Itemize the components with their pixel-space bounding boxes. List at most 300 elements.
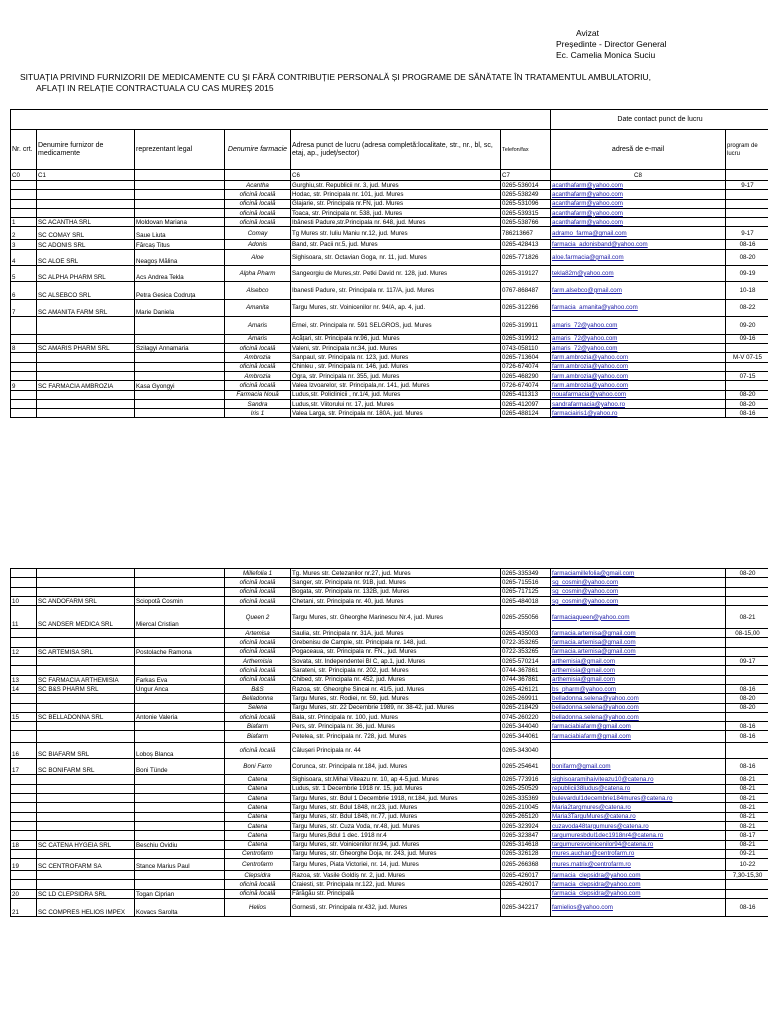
header-code-c7: C7 — [501, 170, 551, 181]
legal-representative: Loboș Blanca — [135, 743, 225, 759]
legal-representative — [135, 587, 225, 596]
provider-name — [37, 731, 135, 743]
provider-name — [37, 812, 135, 821]
pharmacy-name: Selena — [225, 703, 291, 712]
work-address: Corunca, str. Principala nr.184, jud. Mures — [291, 759, 501, 775]
phone-fax: 0265-344040 — [501, 722, 551, 731]
work-schedule — [726, 712, 768, 721]
pharmacy-name: oficină locală — [225, 218, 291, 227]
provider-name — [37, 181, 135, 190]
email-address[interactable]: arthemisia@gmail.com — [551, 675, 726, 684]
work-schedule: M-V 07-15 — [726, 353, 768, 362]
work-schedule: 08-21 — [726, 775, 768, 784]
email-address[interactable]: farm.alsebco@gmail.com — [551, 281, 726, 299]
document-title — [20, 72, 760, 94]
provider-name: SC COMAY SRL — [37, 227, 135, 240]
work-address: Ibanesti Padure, str. Principala nr. 117/A, jud. Mures — [291, 281, 501, 299]
header-code-c0: C0 — [11, 170, 37, 181]
legal-representative — [135, 784, 225, 793]
legal-representative: Farkas Eva — [135, 675, 225, 684]
pharmacy-name: oficină locală — [225, 712, 291, 721]
pharmacy-name: Boni Farm — [225, 759, 291, 775]
work-schedule: 09-17 — [726, 657, 768, 666]
provider-name — [37, 578, 135, 587]
email-address[interactable]: cuzavoda48targumures@catena.ro — [551, 821, 726, 830]
work-schedule: 08-22 — [726, 299, 768, 316]
email-address[interactable]: mures.auchan@centrofarm.ro — [551, 849, 726, 858]
legal-representative: Ungur Anca — [135, 684, 225, 693]
work-schedule: 9-17 — [726, 227, 768, 240]
email-address[interactable]: farm.ambrozia@yahoo.com — [551, 381, 726, 390]
work-schedule: 08-21 — [726, 606, 768, 629]
row-number: 3 — [11, 240, 37, 249]
legal-representative: Petra Gesica Codruța — [135, 281, 225, 299]
work-address: Petelea, str. Principala nr. 728, jud. Mures — [291, 731, 501, 743]
email-address[interactable]: bs_pharm@yahoo.com — [551, 684, 726, 693]
row-number — [11, 353, 37, 362]
phone-fax: 0265-326128 — [501, 849, 551, 858]
email-address[interactable]: amaris_72@yahoo.com — [551, 316, 726, 334]
work-address: Tg. Mures str. Cetezanilor nr.27, jud. Mures — [291, 569, 501, 578]
phone-fax: 0265-717125 — [501, 587, 551, 596]
pharmacy-name: Catena — [225, 831, 291, 840]
work-address: Glajarie, str. Principala nr.FN, jud. Mures — [291, 199, 501, 208]
provider-name: SC CENTROFARM SA — [37, 859, 135, 871]
provider-name: SC ANDSER MEDICA SRL — [37, 606, 135, 629]
table-row — [11, 371, 768, 380]
provider-name — [37, 775, 135, 784]
row-number — [11, 208, 37, 217]
provider-name: SC BIAFARM SRL — [37, 743, 135, 759]
phone-fax: 0744-367861 — [501, 675, 551, 684]
table-row — [11, 871, 768, 880]
work-schedule — [726, 666, 768, 675]
row-number — [11, 399, 37, 408]
provider-name — [37, 657, 135, 666]
work-schedule: 7,30-15,30 — [726, 871, 768, 880]
phone-fax: 0265-426121 — [501, 684, 551, 693]
work-address: Călușeri Principala nr. 44 — [291, 743, 501, 759]
email-address[interactable]: farmaciairis1@yahoo.ro — [551, 409, 726, 418]
work-address: Hodac, str. Principala nr. 101, jud. Mures — [291, 190, 501, 199]
email-address[interactable]: amaris_72@yahoo.com — [551, 344, 726, 353]
legal-representative: Fărcaș Titus — [135, 240, 225, 249]
table-row — [11, 647, 768, 656]
pharmacy-name: Amaris — [225, 334, 291, 343]
row-number — [11, 629, 37, 638]
table-row — [11, 775, 768, 784]
work-schedule: 08-17 — [726, 831, 768, 840]
row-number: 10 — [11, 596, 37, 605]
work-address: Sanpaul, str. Principala nr. 123, jud. Mures — [291, 353, 501, 362]
work-schedule: 08-16 — [726, 731, 768, 743]
row-number — [11, 190, 37, 199]
email-address[interactable]: aloe.farmacia@gmail.com — [551, 249, 726, 265]
pharmacy-name: Alpha Pharm — [225, 265, 291, 281]
provider-name — [37, 371, 135, 380]
provider-name — [37, 399, 135, 408]
pharmacy-name: Centrofarm — [225, 859, 291, 871]
legal-representative — [135, 190, 225, 199]
header-code-c6: C6 — [291, 170, 501, 181]
email-address[interactable]: belladonna.selena@yahoo.com — [551, 703, 726, 712]
legal-representative — [135, 409, 225, 418]
email-address[interactable]: farmacia_clepsidra@yahoo.com — [551, 889, 726, 898]
work-schedule: 08-16 — [726, 722, 768, 731]
row-number: 5 — [11, 265, 37, 281]
work-address: Pers, str. Principala nr. 36, jud. Mures — [291, 722, 501, 731]
table-row — [11, 409, 768, 418]
header-code-blank — [225, 170, 291, 181]
provider-name: SC ANDOFARM SRL — [37, 596, 135, 605]
legal-representative — [135, 334, 225, 343]
legal-representative — [135, 880, 225, 889]
legal-representative: Marie Daniela — [135, 299, 225, 316]
table-row — [11, 316, 768, 334]
table-row — [11, 880, 768, 889]
work-schedule — [726, 218, 768, 227]
email-address[interactable]: republicii38ludus@catena.ro — [551, 784, 726, 793]
email-address[interactable]: farmacia.artemisa@gmail.com — [551, 638, 726, 647]
provider-name: SC FARMACIA AMBROZIA — [37, 381, 135, 390]
phone-fax: 0265-210045 — [501, 803, 551, 812]
row-number: 13 — [11, 675, 37, 684]
pharmacy-name: oficină locală — [225, 743, 291, 759]
pharmacy-name: Centrofarm — [225, 849, 291, 858]
table-row — [11, 353, 768, 362]
provider-name — [37, 666, 135, 675]
pharmacy-name: Comay — [225, 227, 291, 240]
provider-name — [37, 638, 135, 647]
table-row — [11, 390, 768, 399]
phone-fax: 0265-269911 — [501, 694, 551, 703]
email-address[interactable]: acanthafarm@yahoo.com — [551, 218, 726, 227]
table-row — [11, 849, 768, 858]
email-address[interactable]: farm.ambrozia@yahoo.com — [551, 353, 726, 362]
table-row — [11, 666, 768, 675]
row-number — [11, 849, 37, 858]
phone-fax: 0265-426017 — [501, 880, 551, 889]
legal-representative — [135, 812, 225, 821]
phone-fax: 0744-367861 — [501, 666, 551, 675]
legal-representative — [135, 316, 225, 334]
email-address[interactable]: Maria3TarguMures@catena.ro — [551, 812, 726, 821]
legal-representative — [135, 731, 225, 743]
work-address: Chetani, str. Principala nr. 40, jud. Mures — [291, 596, 501, 605]
work-schedule: 08-16 — [726, 409, 768, 418]
email-address[interactable]: farmaciabiafarm@gmail.com — [551, 722, 726, 731]
provider-name: SC FARMACIA ARTHEMISIA — [37, 675, 135, 684]
pharmacy-name: Aloe — [225, 249, 291, 265]
pharmacy-name: Catena — [225, 840, 291, 849]
email-address[interactable]: arthemisia@gmail.com — [551, 657, 726, 666]
phone-fax: 0767-868487 — [501, 281, 551, 299]
row-number — [11, 731, 37, 743]
legal-representative — [135, 578, 225, 587]
email-address[interactable]: farmacia_clepsidra@yahoo.com — [551, 871, 726, 880]
email-address[interactable]: targumuresbdul1dec1918nr4@catena.ro — [551, 831, 726, 840]
email-address[interactable]: acanthafarm@yahoo.com — [551, 199, 726, 208]
provider-name — [37, 569, 135, 578]
pharmacy-name: oficină locală — [225, 199, 291, 208]
work-address: Bala, str. Principala nr. 100, jud. Mures — [291, 712, 501, 721]
phone-fax: 0265-771826 — [501, 249, 551, 265]
email-address[interactable]: Maria2targmures@catena.ro — [551, 803, 726, 812]
legal-representative — [135, 849, 225, 858]
pharmacy-name: Biafarm — [225, 722, 291, 731]
provider-name — [37, 353, 135, 362]
table-row — [11, 675, 768, 684]
email-address[interactable]: farmaciabiafarm@gmail.com — [551, 731, 726, 743]
email-address[interactable]: farmaciamillefolia@gmail.com — [551, 569, 726, 578]
approval-title: Președinte - Director General — [556, 39, 667, 49]
table-row — [11, 821, 768, 830]
work-schedule: 08-20 — [726, 703, 768, 712]
work-address: Ludus,str. Viitorului nr. 17, jud. Mures — [291, 399, 501, 408]
provider-name — [37, 334, 135, 343]
row-number — [11, 334, 37, 343]
email-address[interactable]: bonifarm@gmail.com — [551, 759, 726, 775]
pharmacy-name: Ambrozia — [225, 371, 291, 380]
table-row — [11, 684, 768, 693]
legal-representative — [135, 775, 225, 784]
phone-fax: 0265-536014 — [501, 181, 551, 190]
phone-fax: 0265-218429 — [501, 703, 551, 712]
work-address: Sarateni, str. Principala nr. 202, jud. Mures — [291, 666, 501, 675]
table-row — [11, 199, 768, 208]
row-number — [11, 638, 37, 647]
work-schedule: 08-21 — [726, 803, 768, 812]
work-address: Ernei, str. Principala nr. 591 SELGROS, jud. Mures — [291, 316, 501, 334]
email-address[interactable]: sighisoaramihaiviteazu10@catena.ro — [551, 775, 726, 784]
pharmacy-name: oficină locală — [225, 587, 291, 596]
pharmacy-name: Catena — [225, 775, 291, 784]
legal-representative — [135, 821, 225, 830]
work-address: Targu Mures, str. Rodiei, nr. 59, jud. Mures — [291, 694, 501, 703]
provider-name — [37, 794, 135, 803]
phone-fax: 0265-323847 — [501, 831, 551, 840]
header-spacer — [11, 110, 551, 130]
title-line-2: AFLAȚI IN RELAȚIE CONTRACTUALA CU CAS MUREȘ 2015 — [36, 83, 274, 93]
provider-name — [37, 362, 135, 371]
legal-representative — [135, 794, 225, 803]
row-number — [11, 578, 37, 587]
pharmacy-name: Biafarm — [225, 731, 291, 743]
legal-representative — [135, 390, 225, 399]
work-address: Targu Mures, str. Cuza Voda, nr.48, jud. Mures — [291, 821, 501, 830]
work-address: Band, str. Pacii nr.5, jud. Mures — [291, 240, 501, 249]
email-address[interactable]: mures.matrix@centrofarm.ro — [551, 859, 726, 871]
pharmacy-name: oficină locală — [225, 362, 291, 371]
pharmacy-name: Ambrozia — [225, 353, 291, 362]
email-address[interactable]: sg_cosmin@yahoo.com — [551, 596, 726, 605]
row-number — [11, 390, 37, 399]
work-schedule: 08-20 — [726, 694, 768, 703]
email-address[interactable]: bulevardul1decembrie184mures@catena.ro — [551, 794, 726, 803]
email-address[interactable]: sandrafarmacia@yahoo.ro — [551, 399, 726, 408]
work-schedule: 08-20 — [726, 399, 768, 408]
legal-representative — [135, 399, 225, 408]
approval-block — [556, 28, 667, 61]
email-address[interactable]: arthemisia@gmail.com — [551, 666, 726, 675]
row-number — [11, 880, 37, 889]
work-schedule — [726, 199, 768, 208]
table-row — [11, 381, 768, 390]
work-schedule: 10-18 — [726, 281, 768, 299]
provider-name: SC ALPHA PHARM SRL — [37, 265, 135, 281]
table-row — [11, 208, 768, 217]
table-row — [11, 265, 768, 281]
email-address[interactable]: targumuresvoinicenilor94@catena.ro — [551, 840, 726, 849]
table-row — [11, 803, 768, 812]
email-address[interactable]: farmacia_adonisband@yahoo.com — [551, 240, 726, 249]
legal-representative: Szilagyi Annamaria — [135, 344, 225, 353]
work-schedule: 08-16 — [726, 759, 768, 775]
header-reprezentant: reprezentant legal — [135, 130, 225, 170]
row-number — [11, 199, 37, 208]
phone-fax: 0265-468290 — [501, 371, 551, 380]
email-address[interactable]: farmacia.artemisa@gmail.com — [551, 629, 726, 638]
table-row — [11, 227, 768, 240]
phone-fax: 0265-250529 — [501, 784, 551, 793]
email-address[interactable]: farm.ambrozia@yahoo.com — [551, 371, 726, 380]
row-number: 1 — [11, 218, 37, 227]
table-row — [11, 334, 768, 343]
phone-fax: 0265-312266 — [501, 299, 551, 316]
work-address: Sovata, str. Independentei Bl C, ap.1, jud. Mures — [291, 657, 501, 666]
table-row — [11, 899, 768, 917]
pharmacy-name: oficină locală — [225, 381, 291, 390]
email-address[interactable]: tekla82m@yahoo.com — [551, 265, 726, 281]
table-row — [11, 190, 768, 199]
header-program: program de lucru — [726, 130, 768, 170]
legal-representative — [135, 831, 225, 840]
legal-representative — [135, 181, 225, 190]
pharmacy-name: Amanita — [225, 299, 291, 316]
pharmacy-name: Catena — [225, 821, 291, 830]
email-address[interactable]: sg_cosmin@yahoo.com — [551, 587, 726, 596]
provider-name — [37, 849, 135, 858]
row-number — [11, 821, 37, 830]
legal-representative — [135, 362, 225, 371]
work-address: Pogaceaua, str. Principala nr. FN., jud. Mures — [291, 647, 501, 656]
work-address: Targu Mures, str. Voinicenilor nr.94, jud. Mures — [291, 840, 501, 849]
work-schedule: 08-20 — [726, 390, 768, 399]
email-address[interactable]: farmacia_amanita@yahoo.com — [551, 299, 726, 316]
legal-representative — [135, 629, 225, 638]
work-address: Valea Larga, str. Principala nr. 180A, jud. Mures — [291, 409, 501, 418]
pharmacy-name: oficină locală — [225, 578, 291, 587]
work-address: Sanger, str. Principala nr. 91B, jud. Mures — [291, 578, 501, 587]
phone-fax: 0745-260220 — [501, 712, 551, 721]
provider-name — [37, 871, 135, 880]
email-address[interactable]: farm.ambrozia@yahoo.com — [551, 362, 726, 371]
header-contact: Date contact punct de lucru — [551, 110, 768, 130]
pharmacy-name: Amaris — [225, 316, 291, 334]
table-row — [11, 889, 768, 898]
table-row — [11, 784, 768, 793]
provider-name — [37, 831, 135, 840]
table-row — [11, 731, 768, 743]
phone-fax: 0726-674074 — [501, 381, 551, 390]
email-address[interactable]: adramo_farma@gmail.com — [551, 227, 726, 240]
table-row — [11, 743, 768, 759]
work-schedule: 07-15 — [726, 371, 768, 380]
provider-name — [37, 784, 135, 793]
row-number — [11, 569, 37, 578]
work-address: Toaca, str. Principala nr. 538, jud. Mures — [291, 208, 501, 217]
provider-name — [37, 703, 135, 712]
work-address: Ludus, str. 1 Decembrie 1918 nr. 15, jud. Mures — [291, 784, 501, 793]
legal-representative — [135, 657, 225, 666]
pharmacy-name: oficină locală — [225, 880, 291, 889]
legal-representative — [135, 803, 225, 812]
email-address[interactable]: farmaciaqueen@yahoo.com — [551, 606, 726, 629]
phone-fax: 0265-343040 — [501, 743, 551, 759]
email-address[interactable]: belladonna.selena@yahoo.com — [551, 712, 726, 721]
email-address[interactable]: belladonna.selena@yahoo.com — [551, 694, 726, 703]
provider-name: SC ADONIS SRL — [37, 240, 135, 249]
row-number: 18 — [11, 840, 37, 849]
pharmacy-name: oficină locală — [225, 675, 291, 684]
table-row — [11, 606, 768, 629]
work-schedule — [726, 880, 768, 889]
email-address[interactable]: farmacia_clepsidra@yahoo.com — [551, 880, 726, 889]
provider-name — [37, 722, 135, 731]
email-address[interactable]: famielios@yahoo.com — [551, 899, 726, 917]
table-row — [11, 722, 768, 731]
legal-representative — [135, 638, 225, 647]
email-address[interactable]: acanthafarm@yahoo.com — [551, 190, 726, 199]
pharmacy-name: Adonis — [225, 240, 291, 249]
title-line-1: SITUAȚIA PRIVIND FURNIZORII DE MEDICAMENTE CU ȘI FĂRĂ CONTRIBUȚIE PERSONALĂ ȘI PROGRAME DE SĂNĂTATE ÎN TRATAMENTUL AMBULATORIU, — [20, 72, 651, 82]
table-row — [11, 281, 768, 299]
phone-fax: 0265-323924 — [501, 821, 551, 830]
phone-fax: 0726-674074 — [501, 362, 551, 371]
email-address[interactable]: farmacia.artemisa@gmail.com — [551, 647, 726, 656]
work-address: Bogata, str. Principala nr. 132B, jud. Mures — [291, 587, 501, 596]
work-schedule: 09-19 — [726, 265, 768, 281]
pharmacy-name: Clepsidra — [225, 871, 291, 880]
email-address[interactable]: nouafarmacia@yahoo.com — [551, 390, 726, 399]
provider-name — [37, 587, 135, 596]
row-number: 12 — [11, 647, 37, 656]
provider-name: SC AMARIS PHARM SRL — [37, 344, 135, 353]
provider-name — [37, 208, 135, 217]
row-number: 2 — [11, 227, 37, 240]
pharmacy-name: oficină locală — [225, 596, 291, 605]
pharmacy-name: oficină locală — [225, 647, 291, 656]
table-row — [11, 399, 768, 408]
phone-fax: 0265-488124 — [501, 409, 551, 418]
provider-name: SC ALOE SRL — [37, 249, 135, 265]
email-address[interactable]: amaris_72@yahoo.com — [551, 334, 726, 343]
work-address: Grebenisu de Campie, str. Principala nr. 148, jud. — [291, 638, 501, 647]
email-address[interactable]: acanthafarm@yahoo.com — [551, 208, 726, 217]
table-row — [11, 629, 768, 638]
row-number — [11, 409, 37, 418]
pharmacy-name: Sandra — [225, 399, 291, 408]
legal-representative: Miercal Cristian — [135, 606, 225, 629]
phone-fax: 0265-342217 — [501, 899, 551, 917]
row-number: 19 — [11, 859, 37, 871]
table-row — [11, 587, 768, 596]
pharmacy-name: Millefolia 1 — [225, 569, 291, 578]
email-address[interactable]: acanthafarm@yahoo.com — [551, 181, 726, 190]
work-schedule: 08-16 — [726, 240, 768, 249]
header-nr: Nr. crt. — [11, 130, 37, 170]
email-address[interactable]: sg_cosmin@yahoo.com — [551, 578, 726, 587]
